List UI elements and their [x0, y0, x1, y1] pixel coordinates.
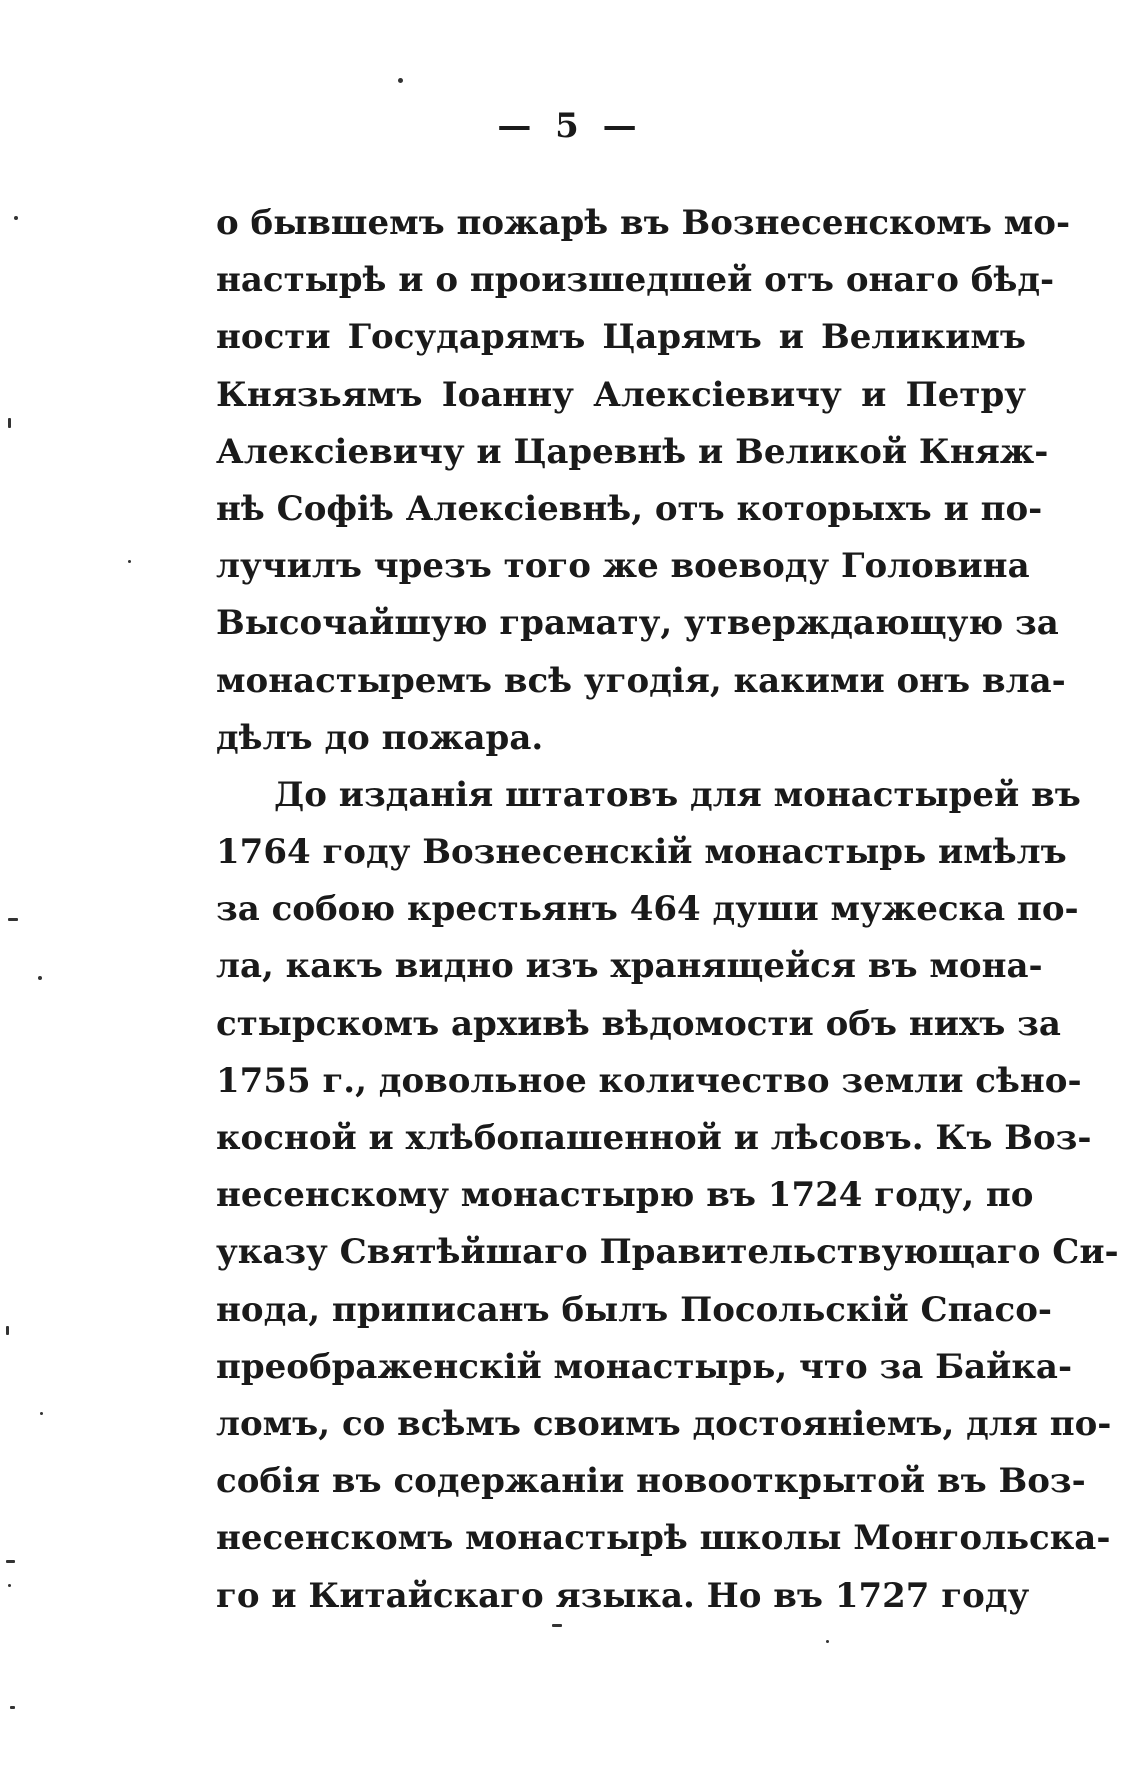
- scan-speck: [6, 1560, 15, 1563]
- text-line: за собою крестьянъ 464 души мужеска по-: [216, 889, 1079, 930]
- text-line: 1764 году Вознесенскій монастырь имѣлъ: [216, 832, 1067, 873]
- text-line: несенскому монастырю въ 1724 году, по: [216, 1175, 1034, 1216]
- paragraph-2: [216, 767, 1119, 1625]
- text-line: дѣлъ до пожара.: [216, 717, 544, 758]
- text-line: нѣ Софіѣ Алексіевнѣ, отъ которыхъ и по-: [216, 488, 1043, 529]
- text-line: нода, приписанъ былъ Посольскій Спасо-: [216, 1289, 1053, 1330]
- text-line: несенскомъ монастырѣ школы Монгольска-: [216, 1518, 1111, 1559]
- scan-speck: [128, 560, 131, 563]
- scan-speck: [8, 418, 11, 428]
- scan-speck: [38, 976, 42, 980]
- scan-speck: [826, 1640, 829, 1643]
- page-number: — 5 —: [497, 106, 643, 146]
- text-line: лучилъ чрезъ того же воеводу Головина: [216, 546, 1030, 587]
- scan-speck: [10, 1706, 15, 1709]
- text-line: Алексіевичу и Царевнѣ и Великой Княж-: [216, 431, 1049, 472]
- text-line: До изданія штатовъ для монастырей въ: [274, 774, 1081, 815]
- text-line: ломъ, со всѣмъ своимъ достояніемъ, для по-: [216, 1403, 1112, 1444]
- text-line: Князьямъ Іоанну Алексіевичу и Петру: [216, 374, 1026, 415]
- text-line: монастыремъ всѣ угодія, какими онъ вла-: [216, 660, 1066, 701]
- text-line: косной и хлѣбопашенной и лѣсовъ. Къ Воз-: [216, 1118, 1092, 1158]
- paragraph-1: [216, 195, 1071, 767]
- text-line: Высочайшую грамату, утверждающую за: [216, 603, 1059, 644]
- scan-speck: [6, 1326, 9, 1335]
- text-line: го и Китайскаго языка. Но въ 1727 году: [216, 1575, 1030, 1616]
- scan-speck: [398, 78, 403, 83]
- scan-speck: [8, 918, 18, 921]
- text-line: указу Святѣйшаго Правительствующаго Си-: [216, 1232, 1119, 1273]
- scan-speck: [552, 1624, 562, 1627]
- scan-speck: [40, 1412, 43, 1415]
- text-line: ности Государямъ Царямъ и Великимъ: [216, 317, 1026, 358]
- text-line: стырскомъ архивѣ вѣдомости объ нихъ за: [216, 1003, 1061, 1044]
- scan-speck: [8, 1584, 11, 1587]
- scan-speck: [14, 216, 18, 220]
- text-line: 1755 г., довольное количество земли сѣно-: [216, 1060, 1082, 1101]
- body-text: [216, 195, 1119, 1625]
- text-line: о бывшемъ пожарѣ въ Вознесенскомъ мо-: [216, 203, 1071, 243]
- text-line: собія въ содержаніи новооткрытой въ Воз-: [216, 1461, 1086, 1502]
- text-line: настырѣ и о произшедшей отъ онаго бѣд-: [216, 260, 1055, 301]
- text-line: ла, какъ видно изъ хранящейся въ мона-: [216, 946, 1043, 987]
- text-line: преображенскій монастырь, что за Байка-: [216, 1346, 1073, 1387]
